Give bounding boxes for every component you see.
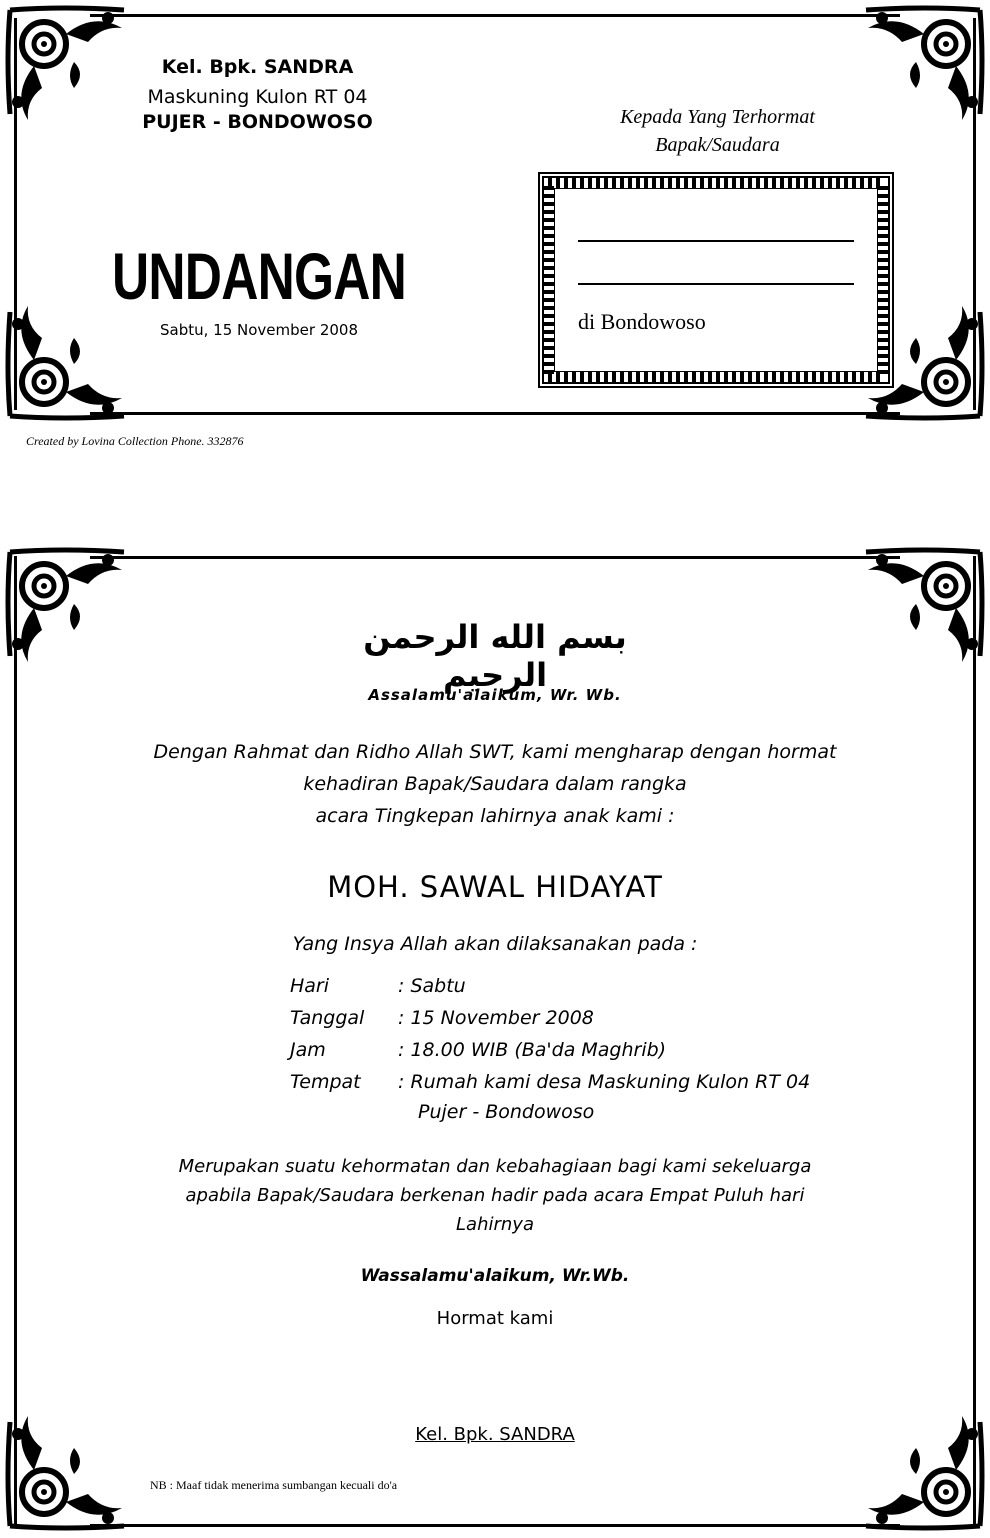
invitation-top-border	[90, 556, 900, 559]
envelope-top-border	[90, 14, 900, 17]
corner-ornament-icon	[4, 1412, 144, 1532]
recipient-line2: Bapak/Saudara	[655, 134, 780, 156]
detail-label-date: Tanggal	[290, 1007, 365, 1029]
child-name: MOH. SAWAL HIDAYAT	[327, 870, 663, 904]
detail-label-day: Hari	[290, 975, 330, 997]
footnote: NB : Maaf tidak menerima sumbangan kecuali do'a	[150, 1478, 398, 1492]
envelope-title: UNDANGAN	[112, 239, 407, 313]
corner-ornament-icon	[4, 302, 144, 422]
detail-label-time: Jam	[290, 1039, 326, 1061]
address-box-ornament	[544, 186, 554, 374]
basmalah-calligraphy: بسم الله الرحمن الرحيم	[363, 618, 627, 694]
address-box-ornament	[548, 178, 884, 188]
sender-address-line2: PUJER - BONDOWOSO	[142, 111, 373, 133]
corner-ornament-icon	[846, 546, 986, 666]
intro-line1: Dengan Rahmat dan Ridho Allah SWT, kami mengharap dengan hormat	[153, 741, 837, 763]
corner-ornament-icon	[4, 546, 144, 666]
closing-line3: Lahirnya	[456, 1214, 534, 1235]
farewell: Wassalamu'alaikum, Wr.Wb.	[360, 1266, 630, 1286]
closing-line1: Merupakan suatu kehormatan dan kebahagiaan bagi kami sekeluarga	[178, 1156, 812, 1177]
envelope-bottom-border	[90, 412, 900, 415]
corner-ornament-icon	[846, 4, 986, 124]
intro-line2: kehadiran Bapak/Saudara dalam rangka	[303, 773, 687, 795]
envelope-date: Sabtu, 15 November 2008	[160, 321, 358, 339]
intro-line3: acara Tingkepan lahirnya anak kami :	[315, 805, 675, 827]
signature: Kel. Bpk. SANDRA	[415, 1424, 575, 1445]
address-box-ornament	[878, 186, 888, 374]
address-box	[538, 172, 894, 388]
address-box-ornament	[548, 372, 884, 382]
detail-value-day: : Sabtu	[398, 975, 466, 997]
detail-value-place-line2: Pujer - Bondowoso	[418, 1101, 595, 1123]
address-blank-line	[578, 283, 854, 285]
detail-value-date: : 15 November 2008	[398, 1007, 594, 1029]
address-blank-line	[578, 240, 854, 242]
detail-value-time: : 18.00 WIB (Ba'da Maghrib)	[398, 1039, 667, 1061]
detail-value-place: : Rumah kami desa Maskuning Kulon RT 04	[398, 1071, 811, 1093]
recipient-city: di Bondowoso	[578, 309, 706, 334]
closing-line2: apabila Bapak/Saudara berkenan hadir pada acara Empat Puluh hari	[185, 1185, 805, 1206]
corner-ornament-icon	[846, 1412, 986, 1532]
greeting: Assalamu'alaikum, Wr. Wb.	[368, 686, 622, 704]
sender-address-line1: Maskuning Kulon RT 04	[147, 86, 368, 108]
recipient-line1: Kepada Yang Terhormat	[620, 106, 815, 128]
credit-line: Created by Lovina Collection Phone. 332876	[26, 434, 244, 448]
detail-label-place: Tempat	[290, 1071, 361, 1093]
schedule-intro: Yang Insya Allah akan dilaksanakan pada :	[292, 933, 698, 955]
regards: Hormat kami	[436, 1308, 554, 1329]
invitation-bottom-border	[90, 1524, 900, 1527]
sender-name: Kel. Bpk. SANDRA	[161, 56, 354, 78]
